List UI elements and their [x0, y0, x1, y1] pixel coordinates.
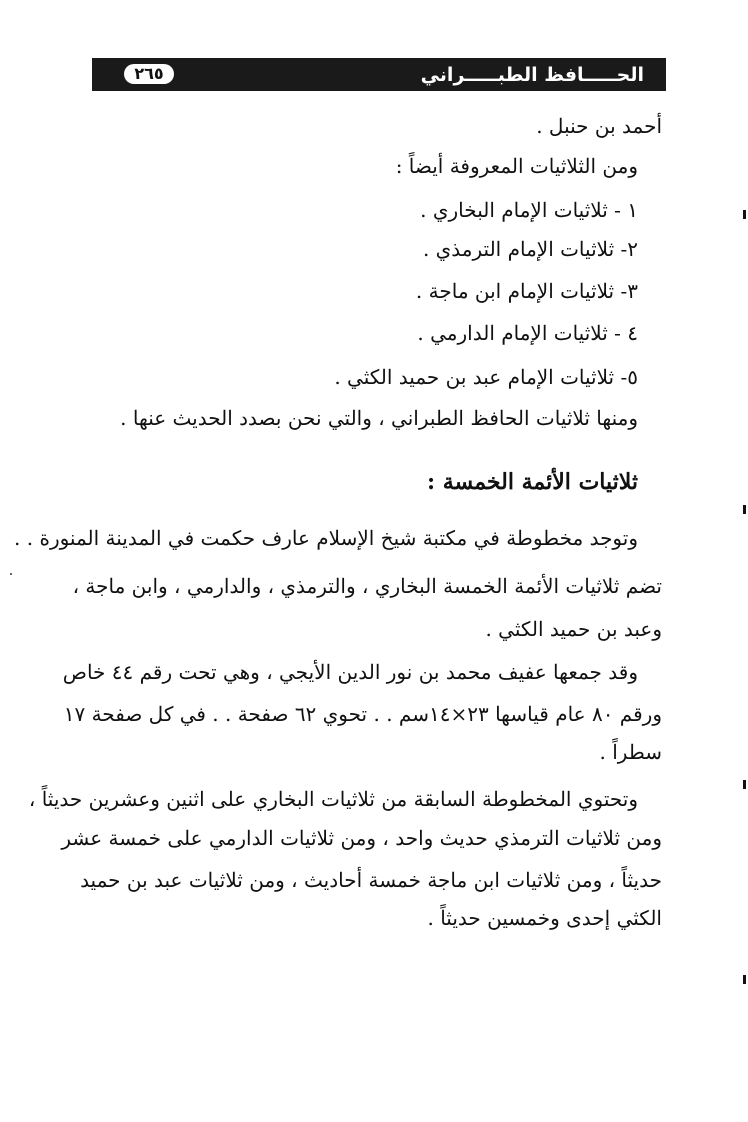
paragraph-line: ورقم ٨٠ عام قياسها ٢٣×١٤سم . . تحوي ٦٢ صفحة . . في كل صفحة ١٧: [63, 702, 662, 726]
list-item: ٤ - ثلاثيات الإمام الدارمي .: [417, 321, 638, 345]
body-line: ومن الثلاثيات المعروفة أيضاً :: [395, 154, 638, 178]
paragraph-line: الكثي إحدى وخمسين حديثاً .: [427, 906, 662, 930]
list-item: ٣- ثلاثيات الإمام ابن ماجة .: [415, 279, 638, 303]
list-item: ٢- ثلاثيات الإمام الترمذي .: [422, 237, 638, 261]
book-title: الحـــــافظ الطبـــــراني: [420, 64, 644, 86]
page-number-badge: ٢٦٥: [124, 64, 174, 84]
body-line: أحمد بن حنبل .: [536, 114, 662, 138]
paragraph-line: تضم ثلاثيات الأئمة الخمسة البخاري ، والترمذي ، والدارمي ، وابن ماجة ،: [72, 574, 662, 598]
list-item: ٥- ثلاثيات الإمام عبد بن حميد الكثي .: [334, 365, 638, 389]
paragraph-line: وتوجد مخطوطة في مكتبة شيخ الإسلام عارف حكمت في المدينة المنورة . .: [14, 526, 638, 550]
running-header: [92, 58, 666, 91]
margin-mark: [743, 975, 746, 984]
paragraph-line: وعبد بن حميد الكثي .: [485, 617, 662, 641]
paragraph-line: ومن ثلاثيات الترمذي حديث واحد ، ومن ثلاثيات الدارمي على خمسة عشر: [61, 826, 662, 850]
paragraph-line: سطراً .: [599, 740, 662, 764]
margin-mark: [743, 505, 746, 514]
list-item: ١ - ثلاثيات الإمام البخاري .: [420, 198, 638, 222]
scan-speck: [10, 573, 12, 575]
paragraph-line: وتحتوي المخطوطة السابقة من ثلاثيات البخاري على اثنين وعشرين حديثاً ،: [28, 787, 638, 811]
margin-mark: [743, 780, 746, 789]
margin-mark: [743, 210, 746, 219]
section-heading: ثلاثيات الأئمة الخمسة :: [427, 469, 638, 495]
body-line: ومنها ثلاثيات الحافظ الطبراني ، والتي نحن بصدد الحديث عنها .: [120, 406, 638, 430]
paragraph-line: حديثاً ، ومن ثلاثيات ابن ماجة خمسة أحاديث ، ومن ثلاثيات عبد بن حميد: [80, 868, 662, 892]
paragraph-line: وقد جمعها عفيف محمد بن نور الدين الأيجي ، وهي تحت رقم ٤٤ خاص: [62, 660, 638, 684]
